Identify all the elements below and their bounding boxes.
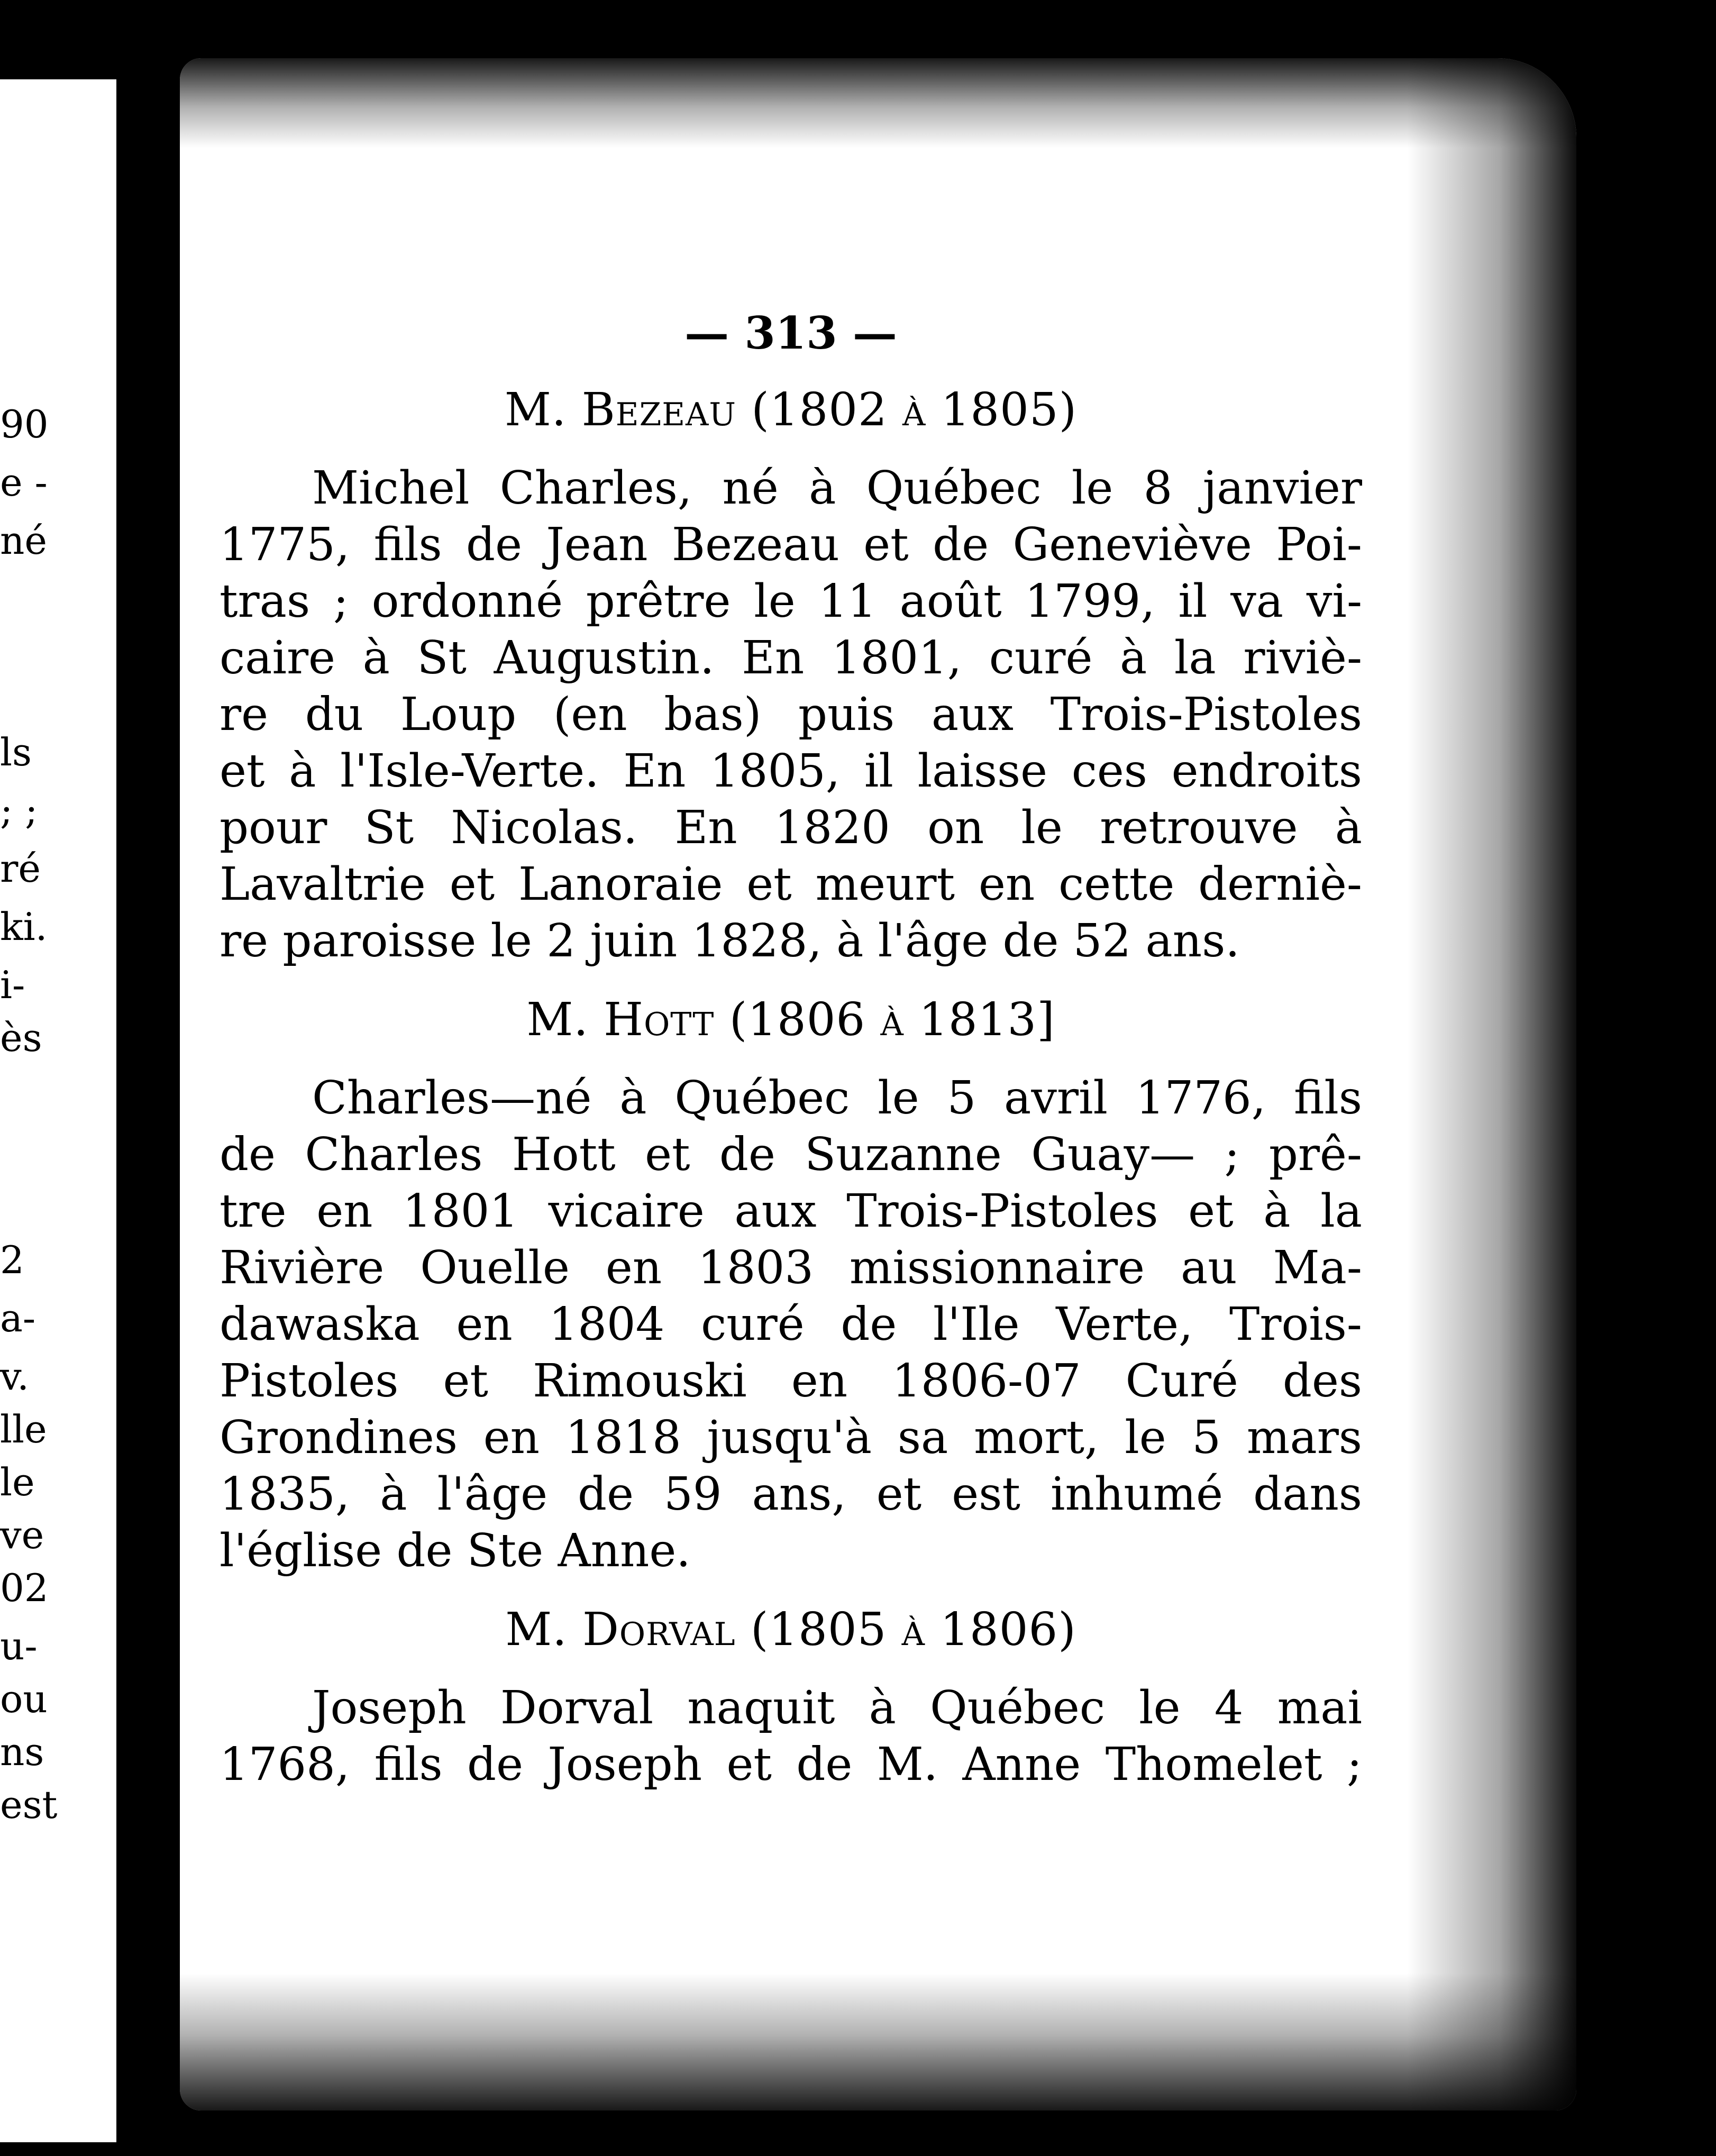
paragraph-line: l'église de Ste Anne. [220, 1524, 691, 1577]
paragraph-bezeau [220, 460, 1362, 970]
paragraph-line: Charles—né à Québec le 5 avril 1776, fils [312, 1072, 1362, 1125]
paragraph-line: Rivière Ouelle en 1803 missionnaire au Ma- [220, 1241, 1362, 1294]
page-number: — 313 — [684, 307, 897, 359]
facing-page-fragment: ; ; [0, 788, 38, 833]
paragraph-line: tre en 1801 vicaire aux Trois-Pistoles et à la [220, 1185, 1362, 1238]
section-heading-bezeau: M. Bezeau (1802 à 1805) [504, 383, 1078, 436]
section-heading-hott: M. Hott (1806 à 1813] [526, 993, 1055, 1046]
facing-page-fragment: ès [0, 1016, 42, 1060]
paragraph-line: re du Loup (en bas) puis aux Trois-Pistoles [220, 688, 1362, 741]
book-page [180, 58, 1576, 2111]
facing-page-fragment: e - [0, 460, 48, 505]
paragraph-line: Pistoles et Rimouski en 1806-07 Curé des [220, 1355, 1362, 1408]
paragraph-line: et à l'Isle-Verte. En 1805, il laisse ces endroits [220, 745, 1362, 798]
page-shadow-bottom [180, 1973, 1576, 2111]
facing-page-fragment: le [0, 1460, 35, 1504]
facing-page-fragment: ré [0, 846, 41, 891]
section-heading-dorval: M. Dorval (1805 à 1806) [505, 1603, 1076, 1656]
paragraph-line: Grondines en 1818 jusqu'à sa mort, le 5 mars [220, 1411, 1362, 1464]
paragraph-line: caire à St Augustin. En 1801, curé à la riviè- [220, 632, 1362, 684]
paragraph-line: Lavaltrie et Lanoraie et meurt en cette derniè- [220, 858, 1362, 911]
facing-page-fragment: 90 [0, 402, 49, 446]
facing-page-fragment: ou [0, 1677, 48, 1721]
paragraph-line: re paroisse le 2 juin 1828, à l'âge de 52 ans. [220, 915, 1240, 967]
facing-page-fragment: est [0, 1783, 58, 1827]
paragraph-line: 1768, fils de Joseph et de M. Anne Thomelet ; [220, 1738, 1362, 1791]
paragraph-line: 1775, fils de Jean Bezeau et de Geneviève Poi- [220, 518, 1362, 571]
facing-page-fragment: ve [0, 1513, 44, 1557]
facing-page-fragment: ki. [0, 905, 48, 949]
facing-page-fragment: i- [0, 963, 25, 1007]
paragraph-line: de Charles Hott et de Suzanne Guay— ; prê- [220, 1128, 1362, 1181]
paragraph-line: pour St Nicolas. En 1820 on le retrouve à [220, 801, 1362, 854]
facing-page-fragment: né [0, 518, 47, 563]
facing-page-fragment: a- [0, 1296, 36, 1340]
book-gutter [116, 0, 180, 2156]
page-text [220, 307, 1362, 1814]
paragraph-line: Joseph Dorval naquit à Québec le 4 mai [312, 1682, 1362, 1734]
facing-page-fragment: 2 [0, 1238, 24, 1282]
facing-page-fragment: ls [0, 730, 32, 774]
paragraph-line: tras ; ordonné prêtre le 11 août 1799, il va vi- [220, 575, 1362, 628]
facing-page-fragment: 02 [0, 1566, 49, 1610]
page-shadow-right [1407, 58, 1576, 2111]
facing-page-fragment: ns [0, 1730, 44, 1774]
page-shadow-top [180, 58, 1576, 148]
paragraph-line: 1835, à l'âge de 59 ans, et est inhumé dans [220, 1468, 1362, 1521]
facing-page-fragment: v. [0, 1354, 30, 1399]
facing-page-edge [0, 79, 116, 2142]
facing-page-fragment: u- [0, 1624, 38, 1668]
paragraph-line: dawaska en 1804 curé de l'Ile Verte, Trois- [220, 1298, 1362, 1351]
paragraph-hott [220, 1070, 1362, 1579]
paragraph-dorval [220, 1680, 1362, 1793]
paragraph-line: Michel Charles, né à Québec le 8 janvier [312, 462, 1362, 515]
facing-page-fragment: lle [0, 1407, 47, 1451]
